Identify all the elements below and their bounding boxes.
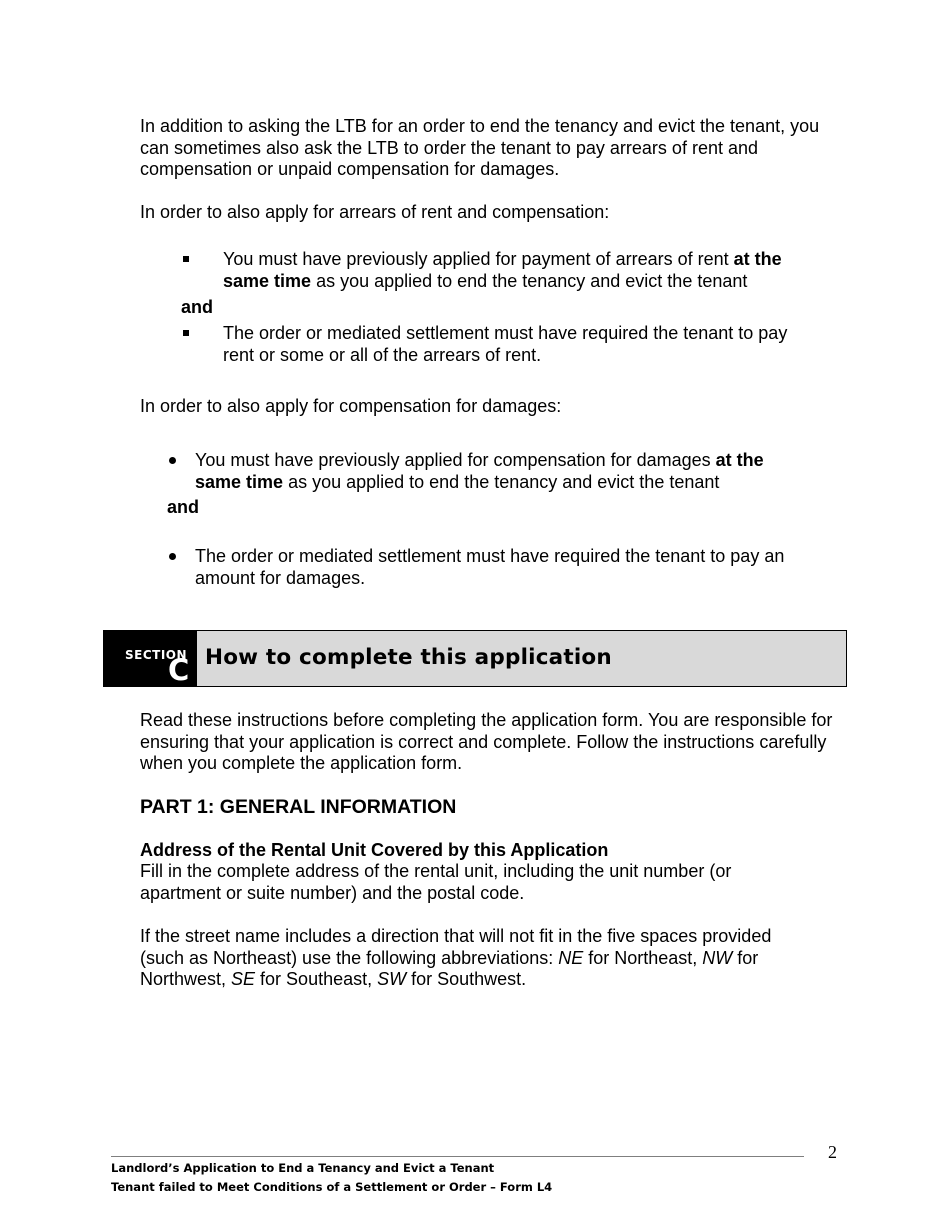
section-word: SECTION <box>125 648 188 662</box>
address-heading: Address of the Rental Unit Covered by this Application <box>140 840 609 860</box>
damages-intro: In order to also apply for compensation for damages: <box>140 396 562 416</box>
square-bullet-icon <box>183 330 189 336</box>
section-badge <box>104 631 197 686</box>
round-bullet-icon <box>169 457 176 464</box>
footer-divider <box>111 1156 804 1157</box>
square-bullet-icon <box>183 256 189 262</box>
page-number: 2 <box>828 1142 837 1162</box>
instructions-paragraph: Read these instructions before completing the application form. You are responsible for ensuring that your application is correct and complete. Follow the instructions carefully when you complete the application form. <box>140 710 833 773</box>
section-letter: C <box>168 653 190 687</box>
arrears-bullet-1: You must have previously applied for payment of arrears of rent at the same time as you applied to end the tenancy and evict the tenant <box>223 249 782 291</box>
and-connector: and <box>167 497 200 517</box>
address-paragraph: Fill in the complete address of the rental unit, including the unit number (or apartment or suite number) and the postal code. <box>140 861 732 903</box>
and-connector: and <box>181 297 214 317</box>
part1-heading: PART 1: GENERAL INFORMATION <box>140 796 457 818</box>
damages-bullet-2: The order or mediated settlement must have required the tenant to pay an amount for damages. <box>195 546 785 588</box>
round-bullet-icon <box>169 553 176 560</box>
footer-form-subtitle: Tenant failed to Meet Conditions of a Settlement or Order – Form L4 <box>111 1180 553 1194</box>
direction-paragraph: If the street name includes a direction that will not fit in the five spaces provided (such as Northeast) use the following abbreviations: NE for Northeast, NW for Northwest, SE for Southeast, SW for Southwest. <box>140 926 772 989</box>
section-title: How to complete this application <box>205 645 612 670</box>
arrears-intro: In order to also apply for arrears of rent and compensation: <box>140 202 610 222</box>
arrears-bullet-2: The order or mediated settlement must have required the tenant to pay rent or some or all of the arrears of rent. <box>223 323 788 365</box>
damages-bullet-1: You must have previously applied for compensation for damages at the same time as you applied to end the tenancy and evict the tenant <box>195 450 764 492</box>
intro-paragraph: In addition to asking the LTB for an order to end the tenancy and evict the tenant, you can sometimes also ask the LTB to order the tenant to pay arrears of rent and compensation or unpaid compensation for damages. <box>140 116 820 179</box>
section-header-bar <box>103 630 847 687</box>
footer-form-title: Landlord’s Application to End a Tenancy and Evict a Tenant <box>111 1161 495 1175</box>
